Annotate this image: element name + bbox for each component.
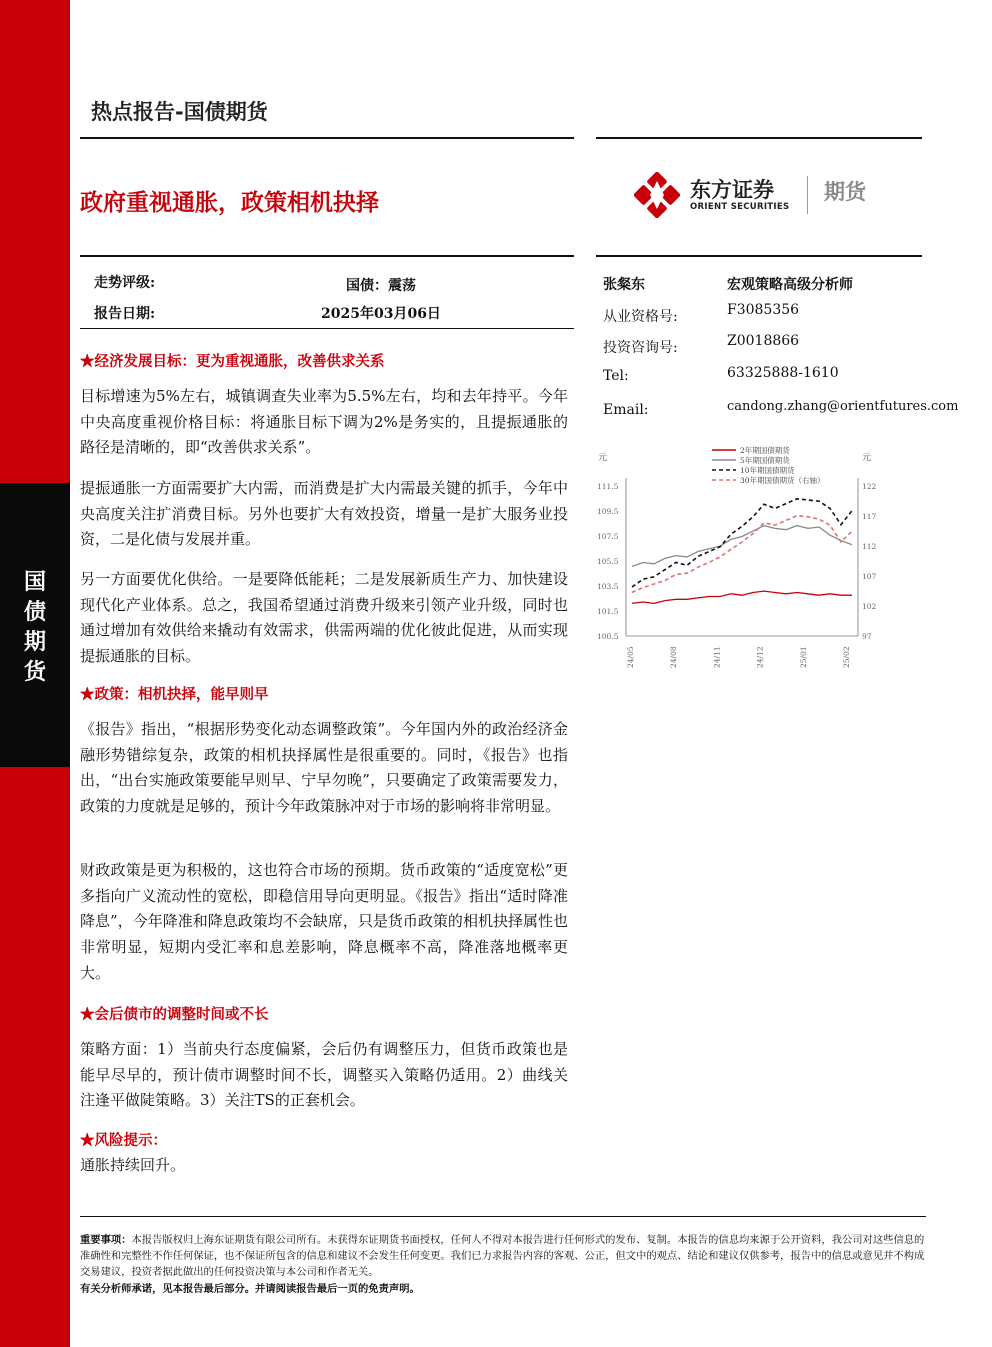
date-value: 2025年03月06日 [321,306,441,322]
chart-right-tick-label: 122 [862,482,877,491]
paragraph: 通胀持续回升。 [80,1156,186,1174]
page-title: 政府重视通胀，政策相机抉择 [80,190,379,216]
bond-futures-chart [596,440,892,670]
disclaimer-footer: 有关分析师承诺，见本报告最后部分。并请阅读报告最后一页的免责声明。 [80,1283,420,1295]
logo-division: 期货 [824,180,866,204]
chart-left-tick-label: 103.5 [597,582,619,591]
disclaimer-text: 本报告版权归上海东证期货有限公司所有。未获得东证期货书面授权，任何人不得对本报告进行任何形式的发布、复制。本报告的信息均来源于公开资料，我公司对这些信息的准确性和完整性不作任何保证，也不保证所包含的信息和建议不会发生任何变更。我们已力求报告内容的客观、公正，但文中的观点、结论和建议仅供参考，报告中的信息或意见并不构成交易建议，投资者据此做出的任何投资决策与本公司和作者无关。 [80,1234,925,1278]
tel-value: 63325888-1610 [727,365,839,381]
email-label: Email: [603,402,649,418]
chart-right-tick-label: 112 [862,542,877,551]
chart-x-tick-label: 24/05 [626,646,635,668]
chart-series-line [632,591,852,603]
date-label: 报告日期: [94,306,156,322]
analyst-name: 张粲东 [603,277,645,293]
section-heading: ★会后债市的调整时间或不长 [80,1006,269,1023]
paragraph: 财政政策是更为积极的，这也符合市场的预期。货币政策的“适度宽松”更多指向广义流动性的宽松，即稳信用导向更明显。《报告》指出“适时降准降息”，今年降准和降息政策均不会缺席，只是货币政策的相机抉择属性也非常明显，短期内受汇率和息差影响，降息概率不高，降准落地概率更大。 [80,861,568,982]
header-rule-left [80,137,574,139]
email-value[interactable]: candong.zhang@orientfutures.com [727,399,959,414]
disclaimer-rule [80,1216,926,1217]
chart-right-tick-label: 102 [862,602,877,611]
chart-series-line [632,526,852,567]
logo-name: 东方证券 [690,178,774,202]
side-vertical-label [14,568,56,688]
paragraph: 目标增速为5%左右，城镇调查失业率为5.5%左右，均和去年持平。今年中央高度重视价格目标：将通胀目标下调为2%是务实的，且提振通胀的路径是清晰的，即“改善供求关系”。 [80,387,568,457]
chart-legend-label: 10年期国债期货 [740,466,795,475]
chart-right-tick-label: 117 [862,512,877,521]
chart-legend-label: 30年期国债期货（右轴） [740,476,825,485]
side-char: 期 [23,630,46,655]
disclaimer-lead: 重要事项： [80,1234,132,1246]
chart-legend-label: 2年期国债期货 [740,446,790,455]
meta-rule [80,328,574,329]
qual-value: F3085356 [727,302,800,318]
chart-left-tick-label: 109.5 [597,507,619,516]
rating-label: 走势评级: [94,275,156,291]
section-heading: ★风险提示： [80,1132,167,1149]
chart-right-unit: 元 [862,453,872,463]
invest-value: Z0018866 [727,333,800,349]
title-rule-left [80,255,574,257]
chart-legend-label: 5年期国债期货 [740,456,790,465]
chart-left-unit: 元 [598,453,608,463]
chart-x-tick-label: 24/11 [712,646,722,668]
chart-right-tick-label: 107 [862,572,877,581]
paragraph: 《报告》指出，“根据形势变化动态调整政策”。今年国内外的政治经济金融形势错综复杂，政策的相机抉择属性是很重要的。同时，《报告》也指出，“出台实施政策要能早则早、宁早勿晚”，只要确定了政策需要发力，政策的力度就是足够的，预计今年政策脉冲对于市场的影响将非常明显。 [80,720,568,816]
chart-x-tick-label: 24/08 [669,646,679,668]
paragraph: 策略方面：1）当前央行态度偏紧，会后仍有调整压力，但货币政策也是能早尽早的，预计债市调整时间不长，调整买入策略仍适用。2）曲线关注逢平做陡策略。3）关注TS的正套机会。 [80,1040,568,1110]
chart-left-tick-label: 100.5 [597,632,619,641]
logo-separator [807,176,808,214]
qual-label: 从业资格号: [603,309,678,325]
invest-label: 投资咨询号: [603,340,678,356]
side-char: 债 [23,600,46,625]
tel-label: Tel: [603,368,629,384]
chart-right-tick-label: 97 [862,632,872,641]
header-rule-right [596,137,922,139]
side-char: 货 [23,660,46,685]
chart-x-tick-label: 24/12 [755,646,765,668]
disclaimer [80,1232,926,1280]
orient-logo-icon [634,172,680,218]
section-heading: ★经济发展目标：更为重视通胀，改善供求关系 [80,353,385,370]
chart-x-tick-label: 25/02 [842,646,851,668]
title-rule-right [596,255,922,257]
chart-left-tick-label: 105.5 [597,557,619,566]
chart-x-tick-label: 25/01 [798,646,808,668]
side-char: 国 [23,570,46,595]
chart-left-tick-label: 107.5 [597,532,619,541]
chart-left-tick-label: 111.5 [597,482,619,491]
analyst-role: 宏观策略高级分析师 [727,277,853,293]
rating-value: 国债：震荡 [346,278,416,294]
company-logo [634,170,884,220]
chart-left-tick-label: 101.5 [597,607,619,616]
report-type: 热点报告-国债期货 [91,100,268,124]
section-heading: ★政策：相机抉择，能早则早 [80,686,269,703]
paragraph: 另一方面要优化供给。一是要降低能耗；二是发展新质生产力、加快建设现代化产业体系。总之，我国希望通过消费升级来引领产业升级，同时也通过增加有效供给来撬动有效需求，供需两端的优化彼此促进，从而实现提振通胀的目标。 [80,570,568,666]
logo-english: ORIENT SECURITIES [690,202,790,212]
paragraph: 提振通胀一方面需要扩大内需，而消费是扩大内需最关键的抓手，今年中央高度关注扩消费目标。另外也要扩大有效投资，增量一是扩大服务业投资，二是化债与发展并重。 [80,479,568,549]
